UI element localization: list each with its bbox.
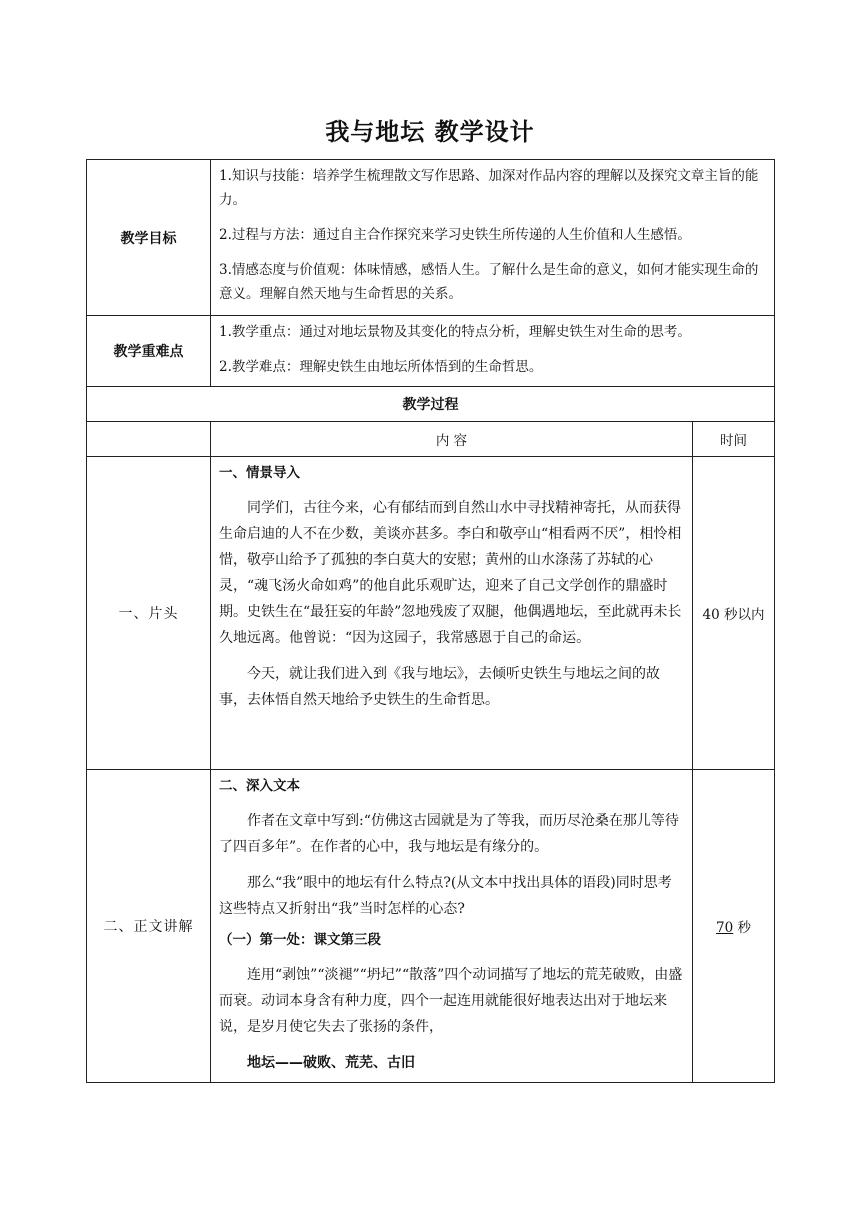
- part1-heading: 一、情景导入: [219, 465, 300, 481]
- key-point-item: 1.教学重点：通过对地坛景物及其变化的特点分析，理解史铁生对生命的思考。: [219, 324, 691, 340]
- part2-time-unit: 秒: [733, 920, 751, 936]
- part2-time-value: 70: [716, 920, 734, 936]
- objective-item: 1.知识与技能：培养学生梳理散文写作思路、加深对作品内容的理解以及探究文章主旨的能力。: [219, 168, 759, 208]
- key-points-row: [87, 316, 775, 387]
- part1-time: 40 秒以内: [693, 457, 775, 770]
- part2-summary: 地坛——破败、荒芜、古旧: [247, 1055, 415, 1071]
- part1-row: [87, 457, 775, 770]
- column-header-blank: [87, 422, 211, 457]
- column-header-row: [87, 422, 775, 457]
- part1-paragraph: 今天，就让我们进入到《我与地坛》，去倾听史铁生与地坛之间的故事，去体悟自然天地给予史铁生的生命哲思。: [219, 666, 660, 708]
- process-header: 教学过程: [87, 387, 775, 422]
- part2-paragraph: 那么“我”眼中的地坛有什么特点?(从文本中找出具体的语段)同时思考这些特点又折射出“我”当时怎样的心态?: [219, 875, 672, 917]
- part2-subheading: （一）第一处：课文第三段: [219, 932, 381, 948]
- part2-heading: 二、深入文本: [219, 778, 300, 794]
- key-points-label: 教学重难点: [87, 316, 211, 387]
- part2-time: [693, 770, 775, 1083]
- key-point-item: 2.教学难点：理解史铁生由地坛所体悟到的生命哲思。: [219, 359, 543, 375]
- objectives-content: [211, 160, 775, 316]
- part1-content: [211, 457, 693, 770]
- key-points-content: [211, 316, 775, 387]
- column-header-content: 内 容: [211, 422, 693, 457]
- objectives-row: [87, 160, 775, 316]
- part1-paragraph: 同学们，古往今来，心有郁结而到自然山水中寻找精神寄托，从而获得生命启迪的人不在少数，美谈亦甚多。李白和敬亭山“相看两不厌”，相怜相惜，敬亭山给予了孤独的李白莫大的安慰；黄州的山水涤荡了苏轼的心灵，“魂飞汤火命如鸡”的他自此乐观旷达，迎来了自己文学创作的鼎盛时期。史铁生在“最狂妄的年龄”忽地残废了双腿，他偶遇地坛，至此就再未长久地远离。他曾说：“因为这园子，我常感恩于自己的命运。: [219, 500, 682, 646]
- objectives-label: 教学目标: [87, 160, 211, 316]
- part2-paragraph: 作者在文章中写到:“仿佛这古园就是为了等我，而历尽沧桑在那儿等待了四百多年”。在作者的心中，我与地坛是有缘分的。: [219, 813, 679, 855]
- part2-label: 二、正文讲解: [87, 770, 211, 1083]
- process-header-row: [87, 387, 775, 422]
- part2-row: [87, 770, 775, 1083]
- part2-content: [211, 770, 693, 1083]
- objective-item: 3.情感态度与价值观：体味情感，感悟人生。了解什么是生命的意义，如何才能实现生命的意义。理解自然天地与生命哲思的关系。: [219, 262, 759, 302]
- part2-paragraph: 连用“剥蚀”“淡褪”“坍圮”“散落”四个动词描写了地坛的荒芜破败，由盛而衰。动词本身含有种力度，四个一起连用就能很好地表达出对于地坛来说，是岁月使它失去了张扬的条件，: [219, 967, 683, 1035]
- part1-label: 一、片头: [87, 457, 211, 770]
- objective-item: 2.过程与方法：通过自主合作探究来学习史铁生所传递的人生价值和人生感悟。: [219, 227, 691, 243]
- lesson-plan-table: [86, 159, 775, 1083]
- column-header-time: 时间: [693, 422, 775, 457]
- document-title: 我与地坛 教学设计: [325, 118, 535, 146]
